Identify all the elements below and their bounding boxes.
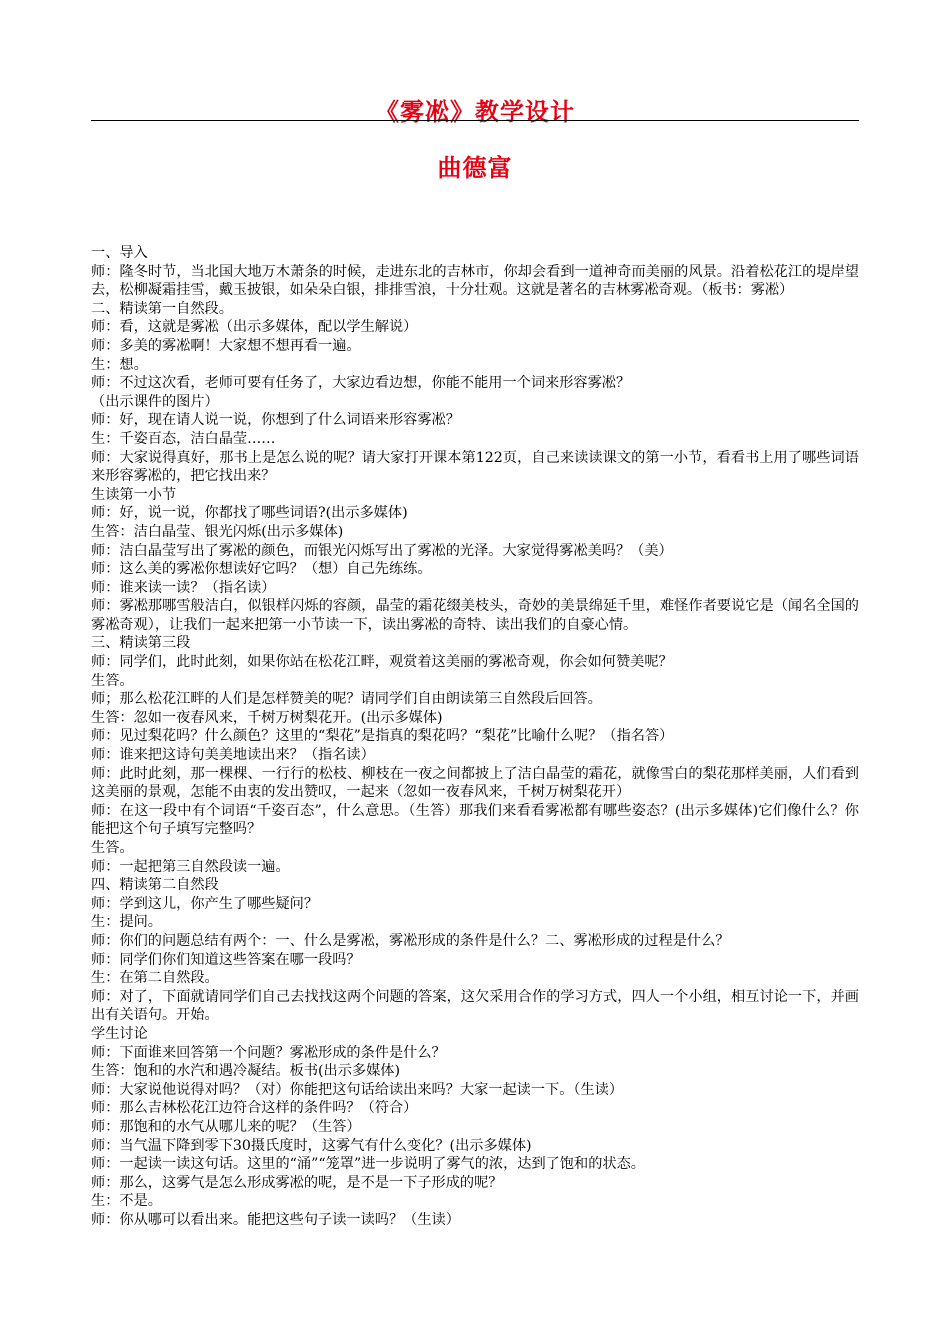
paragraph: 一、导入 — [91, 245, 148, 261]
paragraph: 师：谁来把这诗句美美地读出来？（指名读） — [91, 747, 375, 764]
paragraph: 师：你们的问题总结有两个：一、什么是雾凇，雾凇形成的条件是什么？二、雾凇形成的过程是什么？ — [91, 932, 730, 949]
paragraph: 师：好，说一说，你都找了哪些词语?(出示多媒体) — [91, 505, 408, 522]
paragraph: 师：好，现在请人说一说，你想到了什么词语来形容雾凇？ — [91, 412, 460, 429]
author-name: 曲德富 — [437, 153, 513, 182]
paragraph: 师：一起读一读这句话。这里的“涌”“笼罩”进一步说明了雾气的浓，达到了饱和的状态。 — [91, 1156, 645, 1173]
paragraph: 生答：洁白晶莹、银光闪烁(出示多媒体) — [91, 523, 344, 540]
paragraph: 师：谁来读一读？（指名读） — [91, 579, 276, 596]
paragraph: 师：洁白晶莹写出了雾凇的颜色，而银光闪烁写出了雾凇的光泽。大家觉得雾凇美吗？（美） — [91, 542, 673, 559]
paragraph: 师：隆冬时节，当北国大地万木萧条的时候，走进东北的吉林市，你却会看到一道神奇而美丽的风景。沿着松花江的堤岸望去，松柳凝霜挂雪，戴玉披银，如朵朵白银，排排雪浪，十分壮观。这就是著名的吉林雾凇奇观。（板书：雾凇） — [91, 263, 859, 299]
paragraph: 师：一起把第三自然段读一遍。 — [91, 858, 290, 875]
paragraph: 生：千姿百态，洁白晶莹…… — [91, 430, 276, 447]
paragraph: 师：那饱和的水气从哪儿来的呢？（生答） — [91, 1118, 361, 1135]
paragraph: 生答。 — [91, 840, 134, 856]
title-divider — [91, 120, 859, 121]
paragraph: 师：那么吉林松花江边符合这样的条件吗？（符合） — [91, 1100, 418, 1117]
document-title: 《雾凇》教学设计 — [375, 97, 575, 126]
paragraph: 师：当气温下降到零下30摄氏度时，这雾气有什么变化？(出示多媒体) — [91, 1137, 532, 1154]
paragraph: 师：那么，这雾气是怎么形成雾凇的呢，是不是一下子形成的呢？ — [91, 1174, 503, 1191]
document-body — [91, 244, 859, 1229]
paragraph: 生答。 — [91, 672, 134, 689]
paragraph: 师：雾凇那哪雪般洁白，似银样闪烁的容颜，晶莹的霜花缀美枝头，奇妙的美景绵延千里，难怪作者要说它是（闻名全国的雾凇奇观），让我们一起来把第一小节读一下，读出雾凇的奇特、读出我们的自豪心情。 — [91, 598, 859, 633]
paragraph: 师：看，这就是雾凇（出示多媒体，配以学生解说） — [91, 319, 418, 336]
paragraph: 师：对了，下面就请同学们自己去找找这两个问题的答案，这欠采用合作的学习方式，四人一个小组，相互讨论一下，并画出有关语句。开始。 — [91, 988, 859, 1024]
paragraph: （出示课件的图片） — [91, 393, 219, 410]
paragraph: 师：同学们你们知道这些答案在哪一段吗？ — [91, 951, 361, 968]
paragraph: 师：此时此刻，那一棵棵、一行行的松枝、柳枝在一夜之间都披上了洁白晶莹的霜花，就像雪白的梨花那样美丽，人们看到这美丽的景观，怎能不由衷的发出赞叹，一起来（忽如一夜春风来，千树万树梨花开） — [91, 765, 859, 801]
paragraph: 师：下面谁来回答第一个问题？雾凇形成的条件是什么？ — [91, 1044, 446, 1061]
paragraph: 二、精读第一自然段。 — [91, 300, 233, 317]
paragraph: 师：不过这次看，老师可要有任务了，大家边看边想，你能不能用一个词来形容雾凇？ — [91, 375, 631, 392]
paragraph: 师：学到这儿，你产生了哪些疑问？ — [91, 895, 319, 912]
paragraph: 三、精读第三段 — [91, 635, 191, 652]
paragraph: 学生讨论 — [91, 1025, 148, 1042]
paragraph: 师：大家说得真好，那书上是怎么说的呢？请大家打开课本第122页，自己来读读课文的第一小节，看看书上用了哪些词语来形容雾凇的，把它找出来？ — [91, 449, 859, 485]
paragraph: 生答：忽如一夜春风来，千树万树梨花开。(出示多媒体) — [91, 709, 443, 726]
paragraph: 师：在这一段中有个词语“千姿百态”，什么意思。（生答）那我们来看看雾凇都有哪些姿态？(出示多媒体)它们像什么？你能把这个句子填写完整吗？ — [91, 802, 859, 838]
paragraph: 师；那么松花江畔的人们是怎样赞美的呢？请同学们自由朗读第三自然段后回答。 — [91, 691, 602, 708]
paragraph: 师：同学们，此时此刻，如果你站在松花江畔，观赏着这美丽的雾凇奇观，你会如何赞美呢？ — [91, 654, 673, 671]
paragraph: 生：在第二自然段。 — [91, 970, 219, 987]
paragraph: 师：你从哪可以看出来。能把这些句子读一读吗？（生读） — [91, 1211, 460, 1228]
paragraph: 师：多美的雾凇啊！大家想不想再看一遍。 — [91, 337, 361, 354]
paragraph: 师：大家说他说得对吗？（对）你能把这句话给读出来吗？大家一起读一下。（生读） — [91, 1081, 624, 1098]
paragraph: 师：这么美的雾凇你想读好它吗？（想）自己先练练。 — [91, 561, 432, 578]
paragraph: 生读第一小节 — [91, 486, 177, 503]
paragraph: 生：提问。 — [91, 914, 162, 931]
paragraph: 四、精读第二自然段 — [91, 877, 219, 894]
paragraph: 师：见过梨花吗？什么颜色？这里的“梨花”是指真的梨花吗？“梨花”比喻什么呢？（指名答） — [91, 728, 674, 745]
paragraph: 生：不是。 — [91, 1193, 162, 1210]
paragraph: 生：想。 — [91, 356, 148, 373]
paragraph: 生答：饱和的水汽和遇冷凝结。板书(出示多媒体) — [91, 1063, 401, 1080]
